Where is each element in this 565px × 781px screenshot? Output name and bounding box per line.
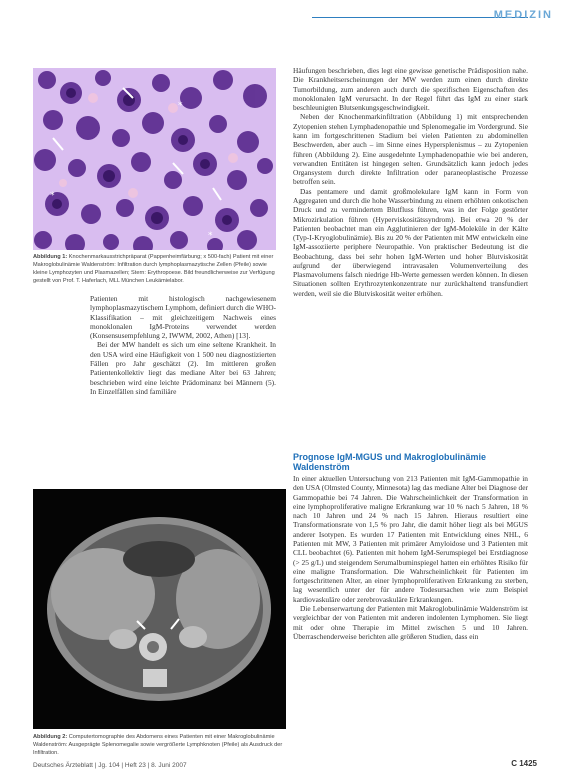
figure-1-caption-label: Abbildung 1: (33, 254, 68, 260)
page-number: C 1425 (511, 759, 537, 768)
paragraph: Das pentamere und damit großmolekulare IgM kann in Form von Aggregaten und durch die hohe Wasserbindung zu einem erhöhten onkotischen Druck und zu vermindertem Blutfluss führen, was in der Folge gestörter Mikrozirkulation führen (Hyperviskositätssyndrom). Bei etwa 20 % der Patienten beobachtet man ein Agglutinieren der IgM-Moleküle in der Kälte (Typ-I-Kryoglobulinämie). Bis zu 20 % der Patienten mit MW entwickeln eine IgM-assoziierte periphere Neuropathie. Von praktischer Bedeutung ist die Beobachtung, dass bei sehr hohen IgM-Werten und hoher Blutviskosität aufgrund der überwiegend intravasalen Volumenverteilung des Plasmavolumens falsch niedrige Hb-Werte gemessen werden können. In diesen Situationen sollten Erythrozytenkonzentrate nur zurückhaltend transfundiert werden, weil sie die Blutviskosität weiter erhöhen. (293, 186, 528, 298)
journal-footer: Deutsches Ärzteblatt | Jg. 104 | Heft 23 | 8. Juni 2007 (33, 762, 187, 769)
section-heading: Prognose IgM-MGUS und Makroglobulinämie Waldenström (293, 452, 487, 472)
figure-1-caption (33, 253, 276, 285)
paragraph: Bei der MW handelt es sich um eine seltene Krankheit. In den USA wird eine Häufigkeit von 1 500 neu diagnostizierten Fällen pro Jahr geschätzt (2). Im mittleren großen Patientenkollektiv liegt das mediane Alter bei 63 Jahren; beschrieben wird eine leichte Prädominanz bei Männern (5). In Einzelfällen sind familiäre (90, 340, 276, 396)
svg-text:*: * (178, 101, 183, 111)
figure-2-caption-label: Abbildung 2: (33, 734, 68, 740)
figure-2-ct-scan (33, 489, 286, 729)
paragraph: Patienten mit histologisch nachgewiesenem lymphoplasmazytischem Lymphom, definiert durch die WHO-Klassifikation – mit gleichzeitigem Nachweis eines monoklonalen IgM-Proteins verwendet werden (Konsensusempfehlung 2, IWWM, 2002, Athen) [13]. (90, 294, 276, 341)
svg-text:*: * (208, 231, 213, 241)
right-column-text-top (293, 66, 528, 298)
left-column-text (90, 294, 276, 396)
paragraph: Die Lebenserwartung der Patienten mit Makroglobulinämie Waldenström ist vergleichbar der von Patienten mit anderen indolenten Lymphomen. Sie liegt mit oder ohne Therapie im Mittel zwischen 5 und 10 Jahren. Überraschenderweise berichten alle größeren Studien, dass ein (293, 603, 528, 641)
paragraph: Neben der Knochenmarkinfiltration (Abbildung 1) mit entsprechenden Zytopenien stehen Lymphadenopathie und Splenomegalie im Vordergrund. Sie kann im fortgeschrittenen Stadium bei vielen Patienten zu abdominellen Beschwerden, aber auch – im Sinne eines Hypersplenismus – zu Zytopenien führen (Abbildung 2). Eine ausgedehnte Lymphadenopathie wie bei anderen, verwandten Entitäten ist hingegen selten. Grundsätzlich kann jedoch jedes Organsystem durch direkte Infiltration oder paraneoplastische Prozesse betroffen sein. (293, 112, 528, 187)
paragraph: In einer aktuellen Untersuchung von 213 Patienten mit IgM-Gammopathie in den USA (Olmsted County, Minnesota) lag das mediane Alter bei Diagnose der Gammopathie bei 74 Jahren. Die Wahrscheinlichkeit der Transformation in eine lymphoproliferative maligne Erkrankung war 10 % nach 5 Jahren, 18 % nach 10 Jahren und 24 % nach 15 Jahren. Hieraus resultiert eine Transformationsrate von 1,5 % pro Jahr, die damit höher liegt als bei MGUS anderer Isotypen. Es wurden 17 Patienten mit Entwicklung eines NHL, 6 Patienten mit MW, 3 Patienten mit primärer Amyloidose und 3 Patienten mit CLL beobachtet (6). Patienten mit hohem IgM-Serumspiegel bei Erstdiagnose (> 25 g/L) und steigendem Serumalbuminspiegel hatten ein erhöhtes Risiko für eine maligne Transformation. Die Wahrscheinlichkeit für Patienten im fortgeschrittenen Alter, an einer lymphoproliferativen Erkrankung zu sterben, lag wesentlich unter der für andere Todesursachen wie zum Beispiel kardiovaskuläre oder zerebrovaskuläre Erkrankungen. (293, 474, 528, 604)
figure-1-micrograph (33, 68, 276, 250)
figure-1-caption-text: Knochenmarkausstrichpräparat (Pappenheimfärbung; x 500-fach) Patient mit einer Makroglobulinämie Waldenström: Infiltration durch lymphoplasmazytische Zellen (Pfeile) sowie kleine Lymphozyten und Plasmazellen; Stern: Erythropoese. Bild freundlicherweise zur Verfügung gestellt von Prof. T. Haferlach, MLL München Leukämielabor. (33, 254, 275, 284)
right-column-text-bottom (293, 474, 528, 641)
svg-text:*: * (50, 191, 55, 201)
bone-marrow-smear-image (33, 68, 276, 250)
paragraph: Häufungen beschrieben, dies legt eine gewisse genetische Prädisposition nahe. Die Krankheitserscheinungen der MW werden zum einen durch direkte Tumorbildung, zum anderen auch durch die spezifischen Eigenschaften des monoklonalen IgM verursacht. In der Regel führt das IgM zu einer stark beschleunigten Blutsenkungsgeschwindigkeit. (293, 66, 528, 113)
figure-2-caption (33, 733, 286, 757)
figure-2-caption-text: Computertomographie des Abdomens eines Patienten mit einer Makroglobulinämie Waldenström: Ausgeprägte Splenomegalie sowie vergrößerte Lymphknoten (Pfeile) als Ausdruck der Infiltration. (33, 734, 283, 756)
section-label: MEDIZIN (493, 9, 553, 21)
ct-abdomen-image (33, 489, 286, 729)
